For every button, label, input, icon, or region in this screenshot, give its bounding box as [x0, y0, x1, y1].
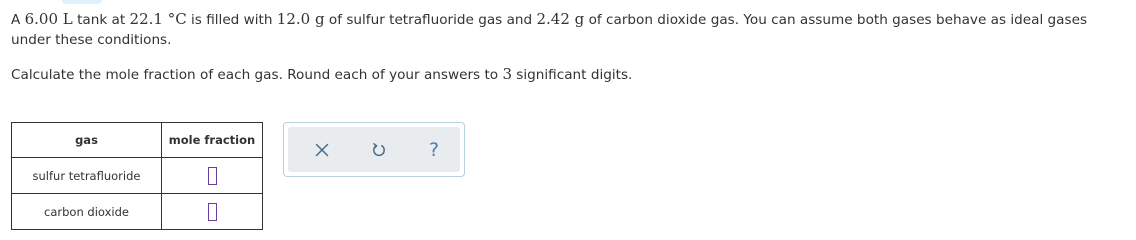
answer-toolbar [283, 122, 465, 177]
header-gas: gas [12, 123, 162, 158]
sulfur-tetrafluoride-mass: 12.0 g [276, 10, 325, 28]
answer-toolbar-panel [288, 127, 460, 172]
problem-statement [11, 9, 1126, 50]
instruction-part: significant digits. [511, 67, 633, 83]
volume-value: 6.00 L [24, 10, 73, 28]
temperature-value: 22.1 °C [129, 10, 187, 28]
help-button[interactable] [421, 137, 447, 163]
mole-fraction-cell [162, 158, 263, 194]
undo-button[interactable] [366, 137, 392, 163]
gas-name-carbon-dioxide: carbon dioxide [12, 194, 162, 230]
mole-fraction-cell [162, 194, 263, 230]
problem-text: of sulfur tetrafluoride gas and [324, 12, 537, 28]
undo-icon [371, 142, 387, 158]
table-header-row [12, 123, 263, 158]
problem-text: is filled with [186, 12, 277, 28]
sulfur-tetrafluoride-mole-fraction-input[interactable] [208, 167, 217, 185]
top-tab-decoration [62, 0, 102, 4]
instruction-part: Calculate the mole fraction of each gas. Round each of your answers to [11, 67, 503, 83]
carbon-dioxide-mass: 2.42 g [536, 10, 585, 28]
header-mole-fraction: mole fraction [162, 123, 263, 158]
problem-text: of carbon dioxide gas. You can assume both gases behave as ideal gases under these conditions. [11, 12, 1088, 48]
clear-button[interactable] [309, 137, 335, 163]
help-icon: ? [428, 138, 440, 161]
instruction-text [11, 64, 632, 85]
problem-text: tank at [72, 12, 130, 28]
carbon-dioxide-mole-fraction-input[interactable] [208, 203, 217, 221]
close-icon [315, 143, 329, 157]
table-row [12, 158, 263, 194]
significant-digits-value: 3 [502, 65, 512, 83]
problem-text: A [11, 12, 25, 28]
mole-fraction-table [11, 122, 263, 230]
gas-name-sulfur-tetrafluoride: sulfur tetrafluoride [12, 158, 162, 194]
table-row [12, 194, 263, 230]
